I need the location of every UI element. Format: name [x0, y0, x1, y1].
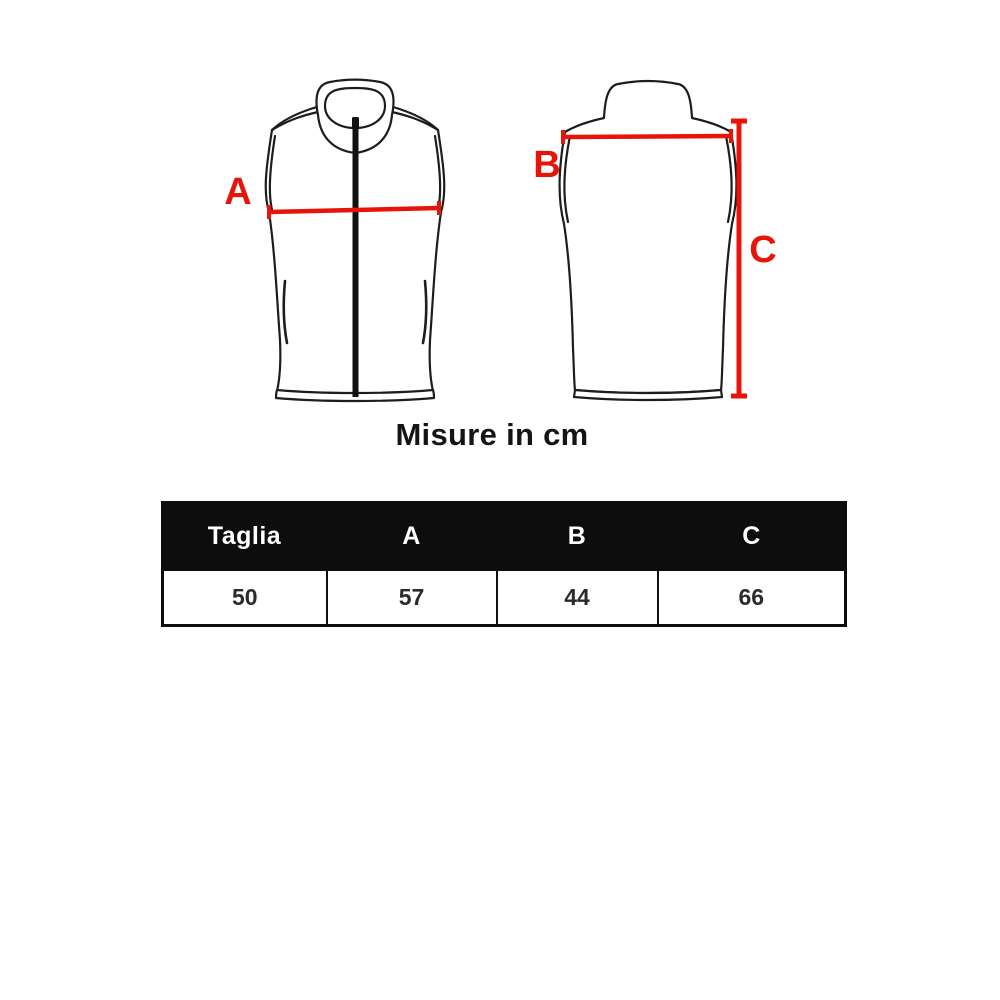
header-cell-c: C	[658, 503, 846, 570]
header-cell-b: B	[497, 503, 658, 570]
header-cell-a: A	[327, 503, 497, 570]
vest-front-zipper	[352, 117, 359, 397]
size-table-body	[163, 570, 846, 626]
cell-a-value: 57	[327, 570, 497, 626]
vest-back-illustration	[560, 81, 737, 400]
chart-title: Misure in cm	[395, 417, 589, 452]
size-table	[161, 501, 847, 627]
size-table-header	[163, 503, 846, 570]
cell-b-value: 44	[497, 570, 658, 626]
header-cell-taglia: Taglia	[163, 503, 327, 570]
table-header-row	[163, 503, 846, 570]
vest-back-body	[560, 81, 737, 393]
vest-front-illustration	[266, 80, 445, 401]
vest-measurement-diagram	[0, 0, 1000, 470]
measurement-label-a: A	[224, 171, 252, 213]
cell-c-value: 66	[658, 570, 846, 626]
table-row	[163, 570, 846, 626]
measurement-label-b: B	[533, 144, 561, 186]
measurement-label-c: C	[749, 229, 777, 271]
cell-taglia-value: 50	[163, 570, 327, 626]
